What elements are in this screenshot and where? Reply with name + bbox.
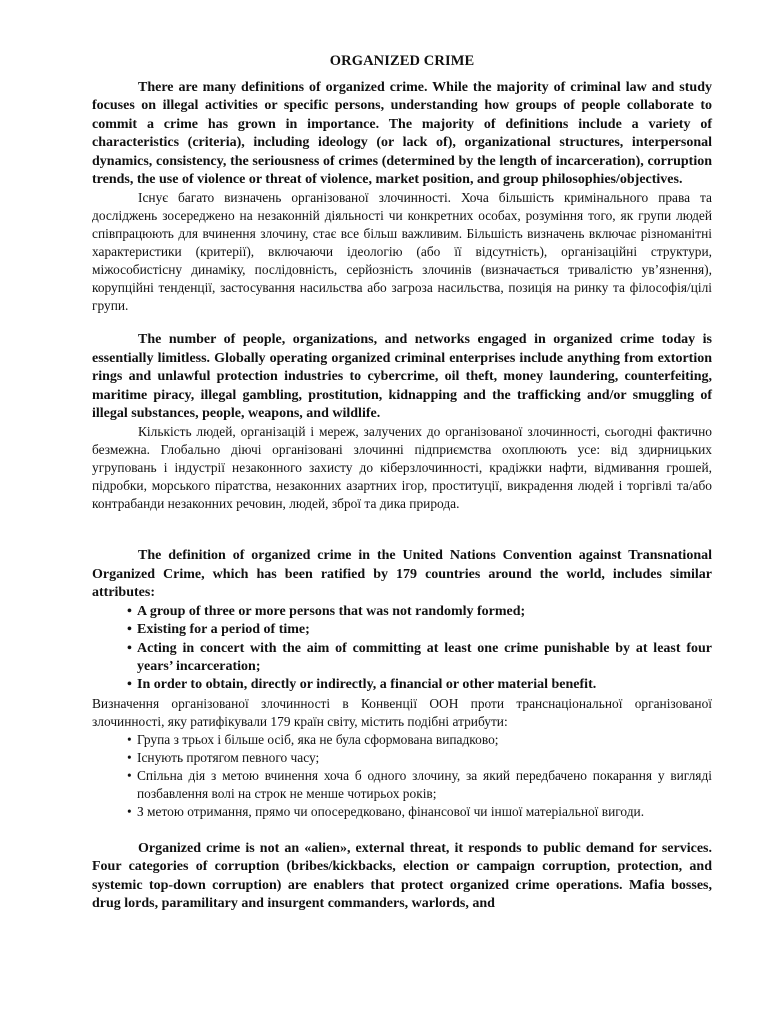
bullet-icon: •	[127, 677, 132, 693]
list-item: • Існують протягом певного часу;	[127, 749, 320, 765]
list-item: • Група з трьох і більше осіб, яка не була сформована випадково;	[127, 731, 499, 747]
list-item: • In order to obtain, directly or indirectly, a financial or other material benefit.	[92, 676, 712, 694]
paragraph-3-ukrainian: Визначення організованої злочинності в Конвенції ООН проти транснаціональної організованої злочинності, яку ратифікували 179 країн світу, містить подібні атрибути:	[92, 695, 712, 729]
spacer	[92, 315, 712, 331]
bullet-list-english	[92, 603, 712, 695]
bullet-icon: •	[127, 603, 132, 619]
spacer	[92, 513, 712, 547]
list-item: • A group of three or more persons that was not randomly formed;	[92, 603, 712, 621]
bullet-icon: •	[127, 749, 132, 765]
spacer	[92, 821, 712, 840]
paragraph-2-english: The number of people, organizations, and networks engaged in organized crime today is essentially limitless. Globally operating organized criminal enterprises include anything from extortion rings and unlawful protection industries to cybercrime, oil theft, money laundering, counterfeiting, maritime piracy, illegal gambling, prostitution, kidnapping and the trafficking and/or smuggling of illegal substances, people, weapons, and wildlife.	[92, 332, 712, 422]
bullet-icon: •	[127, 731, 132, 747]
paragraph-2-ukrainian: Кількість людей, організацій і мереж, залучених до організованої злочинності, сьогодні фактично безмежна. Глобально діючі організовані злочинні підприємства охоплюють усе: від здирницьких угруповань і індустрії незаконного захисту до кіберзлочинності, крадіжки нафти, відмивання грошей, підробки, морського піратства, незаконних азартних ігор, проституції, викрадення людей і торгівлі та/або контрабанди незаконних речовин, людей, зброї та дика природа.	[92, 424, 712, 512]
bullet-icon: •	[127, 622, 132, 638]
list-item: • З метою отримання, прямо чи опосередковано, фінансової чи іншої матеріальної вигоди.	[127, 803, 645, 819]
list-item: • Acting in concert with the aim of committing at least one crime punishable by at least four years’ incarceration;	[127, 640, 712, 674]
paragraph-1-english: There are many definitions of organized crime. While the majority of criminal law and study focuses on illegal activities or specific persons, understanding how groups of people collaborate to commit a crime has grown in importance. The majority of definitions include a variety of characteristics (criteria), including ideology (or lack of), organizational structures, interpersonal dynamics, consistency, the seriousness of crimes (determined by the length of incarceration), corruption trends, the use of violence or threat of violence, market position, and group philosophies/objectives.	[92, 80, 712, 188]
paragraph-4-english: Organized crime is not an «alien», external threat, it responds to public demand for services. Four categories of corruption (bribes/kickbacks, election or campaign corruption, protection, and systemic top-down corruption) are enablers that protect organized crime operations. Mafia bosses, drug lords, paramilitary and insurgent commanders, warlords, and	[92, 840, 712, 911]
bullet-list-ukrainian	[92, 731, 712, 821]
list-item: • Спільна дія з метою вчинення хоча б одного злочину, за який передбачено покарання у вигляді позбавлення волі на строк не менше чотирьох років;	[127, 767, 712, 801]
bullet-icon: •	[127, 640, 132, 656]
paragraph-1-ukrainian: Існує багато визначень організованої злочинності. Хоча більшість кримінального права та досліджень зосереджено на незаконній діяльності чи конкретних особах, розуміння того, як групи людей співпрацюють для вчинення злочину, стає все більш важливим. Більшість визначень включає різноманітні характеристики (критерії), включаючи ідеологію (або її відсутність), організаційні структури, міжособистісну динаміку, послідовність, серйозність злочинів (визначається тривалістю ув’язнення), корупційні тенденції, застосування насильства або загроза насильства, позиція на ринку та філософія/цілі групи.	[92, 190, 712, 314]
document-title: ORGANIZED CRIME	[329, 53, 475, 69]
bullet-icon: •	[127, 767, 132, 783]
bullet-icon: •	[127, 803, 132, 819]
paragraph-3-english: The definition of organized crime in the United Nations Convention against Transnational Organized Crime, which has been ratified by 179 countries around the world, includes similar attributes:	[92, 548, 712, 601]
list-item: • Existing for a period of time;	[92, 621, 712, 639]
